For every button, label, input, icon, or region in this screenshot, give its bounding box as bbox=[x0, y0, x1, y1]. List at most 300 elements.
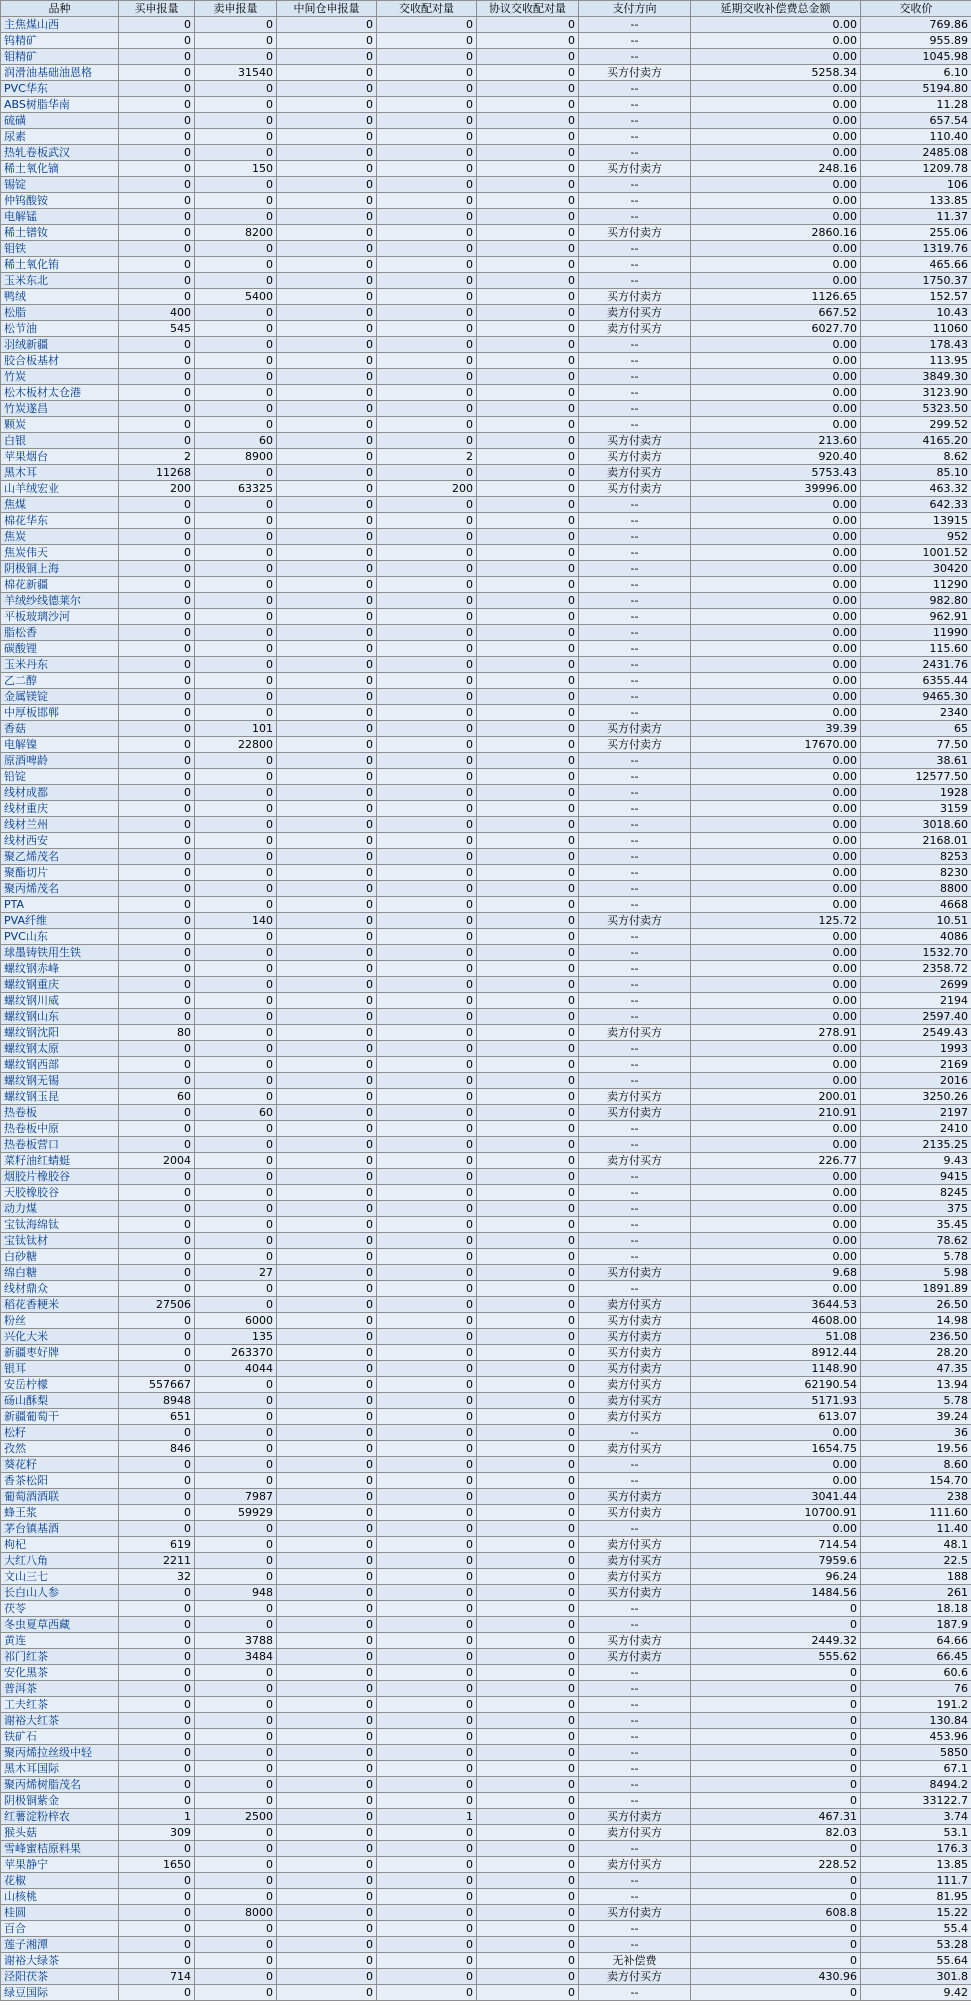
table-row bbox=[1, 1473, 971, 1489]
cell-matched-volume: 0 bbox=[377, 881, 477, 897]
cell-compensation-total: 0 bbox=[691, 1697, 861, 1713]
cell-product: 冬虫夏草西藏 bbox=[1, 1617, 119, 1633]
cell-compensation-total: 0.00 bbox=[691, 1185, 861, 1201]
table-row bbox=[1, 1233, 971, 1249]
cell-sell-volume: 0 bbox=[195, 1889, 277, 1905]
cell-buy-volume: 0 bbox=[119, 1841, 195, 1857]
cell-delivery-price: 2340 bbox=[861, 705, 971, 721]
cell-matched-volume: 0 bbox=[377, 1569, 477, 1585]
cell-delivery-price: 2358.72 bbox=[861, 961, 971, 977]
cell-middle-warehouse: 0 bbox=[277, 1089, 377, 1105]
cell-buy-volume: 0 bbox=[119, 1217, 195, 1233]
cell-sell-volume: 0 bbox=[195, 1793, 277, 1809]
cell-buy-volume: 0 bbox=[119, 705, 195, 721]
cell-delivery-price: 955.89 bbox=[861, 33, 971, 49]
cell-payment-direction: -- bbox=[579, 881, 691, 897]
cell-compensation-total: 0 bbox=[691, 1985, 861, 2001]
cell-middle-warehouse: 0 bbox=[277, 225, 377, 241]
cell-payment-direction: 买方付卖方 bbox=[579, 1345, 691, 1361]
cell-product: 新疆枣好牌 bbox=[1, 1345, 119, 1361]
cell-product: 安岳柠檬 bbox=[1, 1377, 119, 1393]
cell-middle-warehouse: 0 bbox=[277, 945, 377, 961]
cell-payment-direction: -- bbox=[579, 401, 691, 417]
table-row bbox=[1, 673, 971, 689]
cell-matched-volume: 0 bbox=[377, 33, 477, 49]
cell-buy-volume: 0 bbox=[119, 1233, 195, 1249]
cell-agreement-matched: 0 bbox=[477, 1777, 579, 1793]
cell-payment-direction: 卖方付买方 bbox=[579, 1153, 691, 1169]
cell-middle-warehouse: 0 bbox=[277, 865, 377, 881]
cell-payment-direction: -- bbox=[579, 1793, 691, 1809]
cell-matched-volume: 0 bbox=[377, 1953, 477, 1969]
cell-buy-volume: 0 bbox=[119, 1633, 195, 1649]
cell-buy-volume: 0 bbox=[119, 897, 195, 913]
cell-buy-volume: 0 bbox=[119, 961, 195, 977]
cell-delivery-price: 5194.80 bbox=[861, 81, 971, 97]
cell-payment-direction: 买方付卖方 bbox=[579, 1105, 691, 1121]
table-row bbox=[1, 1089, 971, 1105]
cell-sell-volume: 0 bbox=[195, 1937, 277, 1953]
cell-compensation-total: 0 bbox=[691, 1761, 861, 1777]
cell-compensation-total: 3644.53 bbox=[691, 1297, 861, 1313]
table-row bbox=[1, 433, 971, 449]
cell-agreement-matched: 0 bbox=[477, 1825, 579, 1841]
table-row bbox=[1, 881, 971, 897]
cell-compensation-total: 0.00 bbox=[691, 1169, 861, 1185]
cell-buy-volume: 0 bbox=[119, 913, 195, 929]
cell-middle-warehouse: 0 bbox=[277, 705, 377, 721]
cell-product: 茯苓 bbox=[1, 1601, 119, 1617]
table-row bbox=[1, 401, 971, 417]
cell-compensation-total: 0.00 bbox=[691, 1233, 861, 1249]
cell-buy-volume: 0 bbox=[119, 977, 195, 993]
cell-product: 祁门红茶 bbox=[1, 1649, 119, 1665]
cell-delivery-price: 3250.26 bbox=[861, 1089, 971, 1105]
cell-agreement-matched: 0 bbox=[477, 753, 579, 769]
table-row bbox=[1, 321, 971, 337]
cell-sell-volume: 0 bbox=[195, 305, 277, 321]
cell-delivery-price: 1993 bbox=[861, 1041, 971, 1057]
cell-compensation-total: 0.00 bbox=[691, 705, 861, 721]
cell-delivery-price: 9.43 bbox=[861, 1153, 971, 1169]
cell-buy-volume: 27506 bbox=[119, 1297, 195, 1313]
cell-sell-volume: 0 bbox=[195, 257, 277, 273]
cell-agreement-matched: 0 bbox=[477, 1937, 579, 1953]
cell-compensation-total: 125.72 bbox=[691, 913, 861, 929]
cell-delivery-price: 1001.52 bbox=[861, 545, 971, 561]
cell-agreement-matched: 0 bbox=[477, 1409, 579, 1425]
cell-matched-volume: 0 bbox=[377, 1601, 477, 1617]
cell-middle-warehouse: 0 bbox=[277, 1889, 377, 1905]
cell-buy-volume: 0 bbox=[119, 17, 195, 33]
cell-buy-volume: 1 bbox=[119, 1809, 195, 1825]
cell-agreement-matched: 0 bbox=[477, 961, 579, 977]
cell-delivery-price: 10.51 bbox=[861, 913, 971, 929]
cell-buy-volume: 0 bbox=[119, 1713, 195, 1729]
cell-buy-volume: 0 bbox=[119, 785, 195, 801]
table-row bbox=[1, 689, 971, 705]
cell-agreement-matched: 0 bbox=[477, 593, 579, 609]
cell-sell-volume: 150 bbox=[195, 161, 277, 177]
cell-middle-warehouse: 0 bbox=[277, 593, 377, 609]
table-row bbox=[1, 1153, 971, 1169]
cell-buy-volume: 2 bbox=[119, 449, 195, 465]
cell-matched-volume: 0 bbox=[377, 305, 477, 321]
cell-matched-volume: 0 bbox=[377, 1137, 477, 1153]
cell-agreement-matched: 0 bbox=[477, 609, 579, 625]
cell-payment-direction: -- bbox=[579, 1745, 691, 1761]
cell-buy-volume: 0 bbox=[119, 1073, 195, 1089]
cell-sell-volume: 60 bbox=[195, 1105, 277, 1121]
cell-payment-direction: -- bbox=[579, 385, 691, 401]
table-row bbox=[1, 769, 971, 785]
cell-compensation-total: 8912.44 bbox=[691, 1345, 861, 1361]
cell-buy-volume: 0 bbox=[119, 1953, 195, 1969]
cell-middle-warehouse: 0 bbox=[277, 129, 377, 145]
cell-middle-warehouse: 0 bbox=[277, 449, 377, 465]
cell-agreement-matched: 0 bbox=[477, 1873, 579, 1889]
cell-compensation-total: 0.00 bbox=[691, 1201, 861, 1217]
table-row bbox=[1, 593, 971, 609]
cell-middle-warehouse: 0 bbox=[277, 913, 377, 929]
cell-product: 桂圆 bbox=[1, 1905, 119, 1921]
cell-sell-volume: 0 bbox=[195, 609, 277, 625]
cell-compensation-total: 39.39 bbox=[691, 721, 861, 737]
cell-compensation-total: 0.00 bbox=[691, 849, 861, 865]
cell-matched-volume: 0 bbox=[377, 657, 477, 673]
table-row bbox=[1, 849, 971, 865]
cell-product: 螺纹钢川威 bbox=[1, 993, 119, 1009]
cell-middle-warehouse: 0 bbox=[277, 817, 377, 833]
table-row bbox=[1, 1697, 971, 1713]
cell-middle-warehouse: 0 bbox=[277, 1985, 377, 2001]
cell-sell-volume: 0 bbox=[195, 1393, 277, 1409]
table-row bbox=[1, 1937, 971, 1953]
cell-payment-direction: 买方付卖方 bbox=[579, 289, 691, 305]
cell-buy-volume: 400 bbox=[119, 305, 195, 321]
cell-product: 球墨铸铁用生铁 bbox=[1, 945, 119, 961]
cell-product: 天胶橡胶谷 bbox=[1, 1185, 119, 1201]
cell-compensation-total: 667.52 bbox=[691, 305, 861, 321]
cell-agreement-matched: 0 bbox=[477, 513, 579, 529]
cell-middle-warehouse: 0 bbox=[277, 1169, 377, 1185]
cell-compensation-total: 0 bbox=[691, 1713, 861, 1729]
cell-compensation-total: 210.91 bbox=[691, 1105, 861, 1121]
cell-payment-direction: 买方付卖方 bbox=[579, 1329, 691, 1345]
cell-middle-warehouse: 0 bbox=[277, 417, 377, 433]
cell-buy-volume: 2004 bbox=[119, 1153, 195, 1169]
cell-middle-warehouse: 0 bbox=[277, 1569, 377, 1585]
cell-middle-warehouse: 0 bbox=[277, 721, 377, 737]
table-row bbox=[1, 897, 971, 913]
cell-middle-warehouse: 0 bbox=[277, 1233, 377, 1249]
cell-delivery-price: 8230 bbox=[861, 865, 971, 881]
cell-compensation-total: 0.00 bbox=[691, 33, 861, 49]
cell-sell-volume: 0 bbox=[195, 1697, 277, 1713]
cell-sell-volume: 0 bbox=[195, 145, 277, 161]
cell-compensation-total: 1654.75 bbox=[691, 1441, 861, 1457]
cell-sell-volume: 0 bbox=[195, 369, 277, 385]
table-body bbox=[1, 17, 971, 2001]
cell-compensation-total: 0.00 bbox=[691, 641, 861, 657]
cell-middle-warehouse: 0 bbox=[277, 1505, 377, 1521]
cell-product: 胶合板基材 bbox=[1, 353, 119, 369]
cell-sell-volume: 0 bbox=[195, 769, 277, 785]
cell-agreement-matched: 0 bbox=[477, 1617, 579, 1633]
cell-middle-warehouse: 0 bbox=[277, 1745, 377, 1761]
cell-buy-volume: 0 bbox=[119, 1937, 195, 1953]
cell-buy-volume: 0 bbox=[119, 1361, 195, 1377]
cell-matched-volume: 0 bbox=[377, 1521, 477, 1537]
cell-middle-warehouse: 0 bbox=[277, 1265, 377, 1281]
cell-agreement-matched: 0 bbox=[477, 545, 579, 561]
cell-buy-volume: 0 bbox=[119, 1201, 195, 1217]
cell-product: 谢裕大绿茶 bbox=[1, 1953, 119, 1969]
cell-middle-warehouse: 0 bbox=[277, 1697, 377, 1713]
cell-compensation-total: 613.07 bbox=[691, 1409, 861, 1425]
table-row bbox=[1, 1137, 971, 1153]
cell-delivery-price: 76 bbox=[861, 1681, 971, 1697]
table-row bbox=[1, 1905, 971, 1921]
cell-compensation-total: 0.00 bbox=[691, 353, 861, 369]
header-buy-volume: 买申报量 bbox=[119, 1, 195, 17]
cell-buy-volume: 0 bbox=[119, 1649, 195, 1665]
cell-buy-volume: 2211 bbox=[119, 1553, 195, 1569]
cell-buy-volume: 0 bbox=[119, 209, 195, 225]
table-row bbox=[1, 1409, 971, 1425]
cell-delivery-price: 15.22 bbox=[861, 1905, 971, 1921]
cell-sell-volume: 0 bbox=[195, 1713, 277, 1729]
cell-sell-volume: 7987 bbox=[195, 1489, 277, 1505]
cell-agreement-matched: 0 bbox=[477, 881, 579, 897]
cell-delivery-price: 2194 bbox=[861, 993, 971, 1009]
cell-compensation-total: 0.00 bbox=[691, 1009, 861, 1025]
cell-delivery-price: 55.4 bbox=[861, 1921, 971, 1937]
cell-delivery-price: 9415 bbox=[861, 1169, 971, 1185]
cell-sell-volume: 0 bbox=[195, 817, 277, 833]
table-row bbox=[1, 561, 971, 577]
cell-buy-volume: 545 bbox=[119, 321, 195, 337]
cell-compensation-total: 0.00 bbox=[691, 337, 861, 353]
table-row bbox=[1, 1841, 971, 1857]
cell-middle-warehouse: 0 bbox=[277, 1649, 377, 1665]
cell-matched-volume: 0 bbox=[377, 1585, 477, 1601]
cell-buy-volume: 309 bbox=[119, 1825, 195, 1841]
cell-compensation-total: 39996.00 bbox=[691, 481, 861, 497]
cell-agreement-matched: 0 bbox=[477, 369, 579, 385]
cell-agreement-matched: 0 bbox=[477, 449, 579, 465]
cell-matched-volume: 0 bbox=[377, 1121, 477, 1137]
cell-matched-volume: 0 bbox=[377, 561, 477, 577]
cell-buy-volume: 0 bbox=[119, 1313, 195, 1329]
table-row bbox=[1, 1265, 971, 1281]
table-row bbox=[1, 721, 971, 737]
cell-middle-warehouse: 0 bbox=[277, 1857, 377, 1873]
cell-delivery-price: 2135.25 bbox=[861, 1137, 971, 1153]
cell-buy-volume: 0 bbox=[119, 257, 195, 273]
cell-agreement-matched: 0 bbox=[477, 129, 579, 145]
cell-agreement-matched: 0 bbox=[477, 1457, 579, 1473]
cell-buy-volume: 0 bbox=[119, 353, 195, 369]
cell-matched-volume: 0 bbox=[377, 1681, 477, 1697]
cell-buy-volume: 0 bbox=[119, 1585, 195, 1601]
cell-payment-direction: -- bbox=[579, 1473, 691, 1489]
cell-sell-volume: 60 bbox=[195, 433, 277, 449]
cell-sell-volume: 0 bbox=[195, 1009, 277, 1025]
cell-sell-volume: 2500 bbox=[195, 1809, 277, 1825]
cell-agreement-matched: 0 bbox=[477, 1713, 579, 1729]
cell-payment-direction: 买方付卖方 bbox=[579, 225, 691, 241]
cell-matched-volume: 0 bbox=[377, 257, 477, 273]
cell-product: 雪峰蜜桔原料果 bbox=[1, 1841, 119, 1857]
cell-matched-volume: 0 bbox=[377, 353, 477, 369]
cell-compensation-total: 0.00 bbox=[691, 129, 861, 145]
cell-delivery-price: 111.7 bbox=[861, 1873, 971, 1889]
cell-product: 铅锭 bbox=[1, 769, 119, 785]
table-row bbox=[1, 1393, 971, 1409]
cell-payment-direction: -- bbox=[579, 1697, 691, 1713]
cell-product: 兴化大米 bbox=[1, 1329, 119, 1345]
cell-compensation-total: 0.00 bbox=[691, 1057, 861, 1073]
cell-sell-volume: 0 bbox=[195, 17, 277, 33]
cell-payment-direction: 卖方付买方 bbox=[579, 1393, 691, 1409]
cell-product: 脂松香 bbox=[1, 625, 119, 641]
cell-payment-direction: 买方付卖方 bbox=[579, 1633, 691, 1649]
cell-sell-volume: 0 bbox=[195, 1057, 277, 1073]
cell-delivery-price: 8245 bbox=[861, 1185, 971, 1201]
cell-payment-direction: 卖方付买方 bbox=[579, 1409, 691, 1425]
cell-product: 线材西安 bbox=[1, 833, 119, 849]
cell-sell-volume: 0 bbox=[195, 401, 277, 417]
cell-sell-volume: 0 bbox=[195, 1409, 277, 1425]
cell-compensation-total: 555.62 bbox=[691, 1649, 861, 1665]
table-row bbox=[1, 641, 971, 657]
cell-middle-warehouse: 0 bbox=[277, 1345, 377, 1361]
cell-buy-volume: 0 bbox=[119, 241, 195, 257]
cell-agreement-matched: 0 bbox=[477, 1169, 579, 1185]
cell-middle-warehouse: 0 bbox=[277, 609, 377, 625]
cell-middle-warehouse: 0 bbox=[277, 1009, 377, 1025]
cell-matched-volume: 0 bbox=[377, 625, 477, 641]
cell-matched-volume: 0 bbox=[377, 801, 477, 817]
cell-compensation-total: 2860.16 bbox=[691, 225, 861, 241]
cell-payment-direction: -- bbox=[579, 561, 691, 577]
cell-delivery-price: 2597.40 bbox=[861, 1009, 971, 1025]
cell-middle-warehouse: 0 bbox=[277, 1953, 377, 1969]
cell-payment-direction: -- bbox=[579, 1169, 691, 1185]
table-row bbox=[1, 1025, 971, 1041]
cell-agreement-matched: 0 bbox=[477, 721, 579, 737]
cell-product: 苹果烟台 bbox=[1, 449, 119, 465]
cell-buy-volume: 0 bbox=[119, 97, 195, 113]
table-row bbox=[1, 1825, 971, 1841]
cell-product: 稀土氧化铕 bbox=[1, 257, 119, 273]
cell-sell-volume: 0 bbox=[195, 49, 277, 65]
header-sell-volume: 卖申报量 bbox=[195, 1, 277, 17]
cell-delivery-price: 30420 bbox=[861, 561, 971, 577]
cell-middle-warehouse: 0 bbox=[277, 97, 377, 113]
cell-middle-warehouse: 0 bbox=[277, 1457, 377, 1473]
cell-matched-volume: 0 bbox=[377, 49, 477, 65]
cell-product: 螺纹钢无锡 bbox=[1, 1073, 119, 1089]
cell-agreement-matched: 0 bbox=[477, 1025, 579, 1041]
cell-buy-volume: 0 bbox=[119, 753, 195, 769]
cell-compensation-total: 226.77 bbox=[691, 1153, 861, 1169]
cell-delivery-price: 22.5 bbox=[861, 1553, 971, 1569]
cell-middle-warehouse: 0 bbox=[277, 1105, 377, 1121]
cell-matched-volume: 0 bbox=[377, 129, 477, 145]
table-row bbox=[1, 257, 971, 273]
cell-matched-volume: 0 bbox=[377, 945, 477, 961]
cell-compensation-total: 0.00 bbox=[691, 369, 861, 385]
cell-compensation-total: 0.00 bbox=[691, 1281, 861, 1297]
cell-compensation-total: 0.00 bbox=[691, 561, 861, 577]
cell-delivery-price: 453.96 bbox=[861, 1729, 971, 1745]
cell-delivery-price: 769.86 bbox=[861, 17, 971, 33]
table-row bbox=[1, 1057, 971, 1073]
table-row bbox=[1, 1713, 971, 1729]
cell-payment-direction: -- bbox=[579, 1873, 691, 1889]
cell-agreement-matched: 0 bbox=[477, 1809, 579, 1825]
cell-middle-warehouse: 0 bbox=[277, 209, 377, 225]
cell-middle-warehouse: 0 bbox=[277, 785, 377, 801]
table-row bbox=[1, 865, 971, 881]
cell-sell-volume: 0 bbox=[195, 993, 277, 1009]
cell-agreement-matched: 0 bbox=[477, 81, 579, 97]
cell-matched-volume: 0 bbox=[377, 1201, 477, 1217]
cell-middle-warehouse: 0 bbox=[277, 305, 377, 321]
cell-payment-direction: -- bbox=[579, 513, 691, 529]
cell-payment-direction: -- bbox=[579, 1761, 691, 1777]
cell-matched-volume: 0 bbox=[377, 1233, 477, 1249]
cell-product: 苹果静宁 bbox=[1, 1857, 119, 1873]
cell-buy-volume: 0 bbox=[119, 65, 195, 81]
cell-buy-volume: 0 bbox=[119, 385, 195, 401]
cell-buy-volume: 0 bbox=[119, 929, 195, 945]
cell-delivery-price: 4668 bbox=[861, 897, 971, 913]
table-row bbox=[1, 1953, 971, 1969]
cell-sell-volume: 0 bbox=[195, 1617, 277, 1633]
cell-compensation-total: 5753.43 bbox=[691, 465, 861, 481]
cell-sell-volume: 0 bbox=[195, 1041, 277, 1057]
cell-agreement-matched: 0 bbox=[477, 289, 579, 305]
cell-matched-volume: 0 bbox=[377, 1793, 477, 1809]
cell-product: 热卷板营口 bbox=[1, 1137, 119, 1153]
cell-delivery-price: 110.40 bbox=[861, 129, 971, 145]
cell-agreement-matched: 0 bbox=[477, 673, 579, 689]
cell-agreement-matched: 0 bbox=[477, 1313, 579, 1329]
cell-delivery-price: 8.62 bbox=[861, 449, 971, 465]
cell-compensation-total: 0.00 bbox=[691, 145, 861, 161]
cell-middle-warehouse: 0 bbox=[277, 321, 377, 337]
table-row bbox=[1, 977, 971, 993]
cell-sell-volume: 0 bbox=[195, 321, 277, 337]
table-row bbox=[1, 193, 971, 209]
cell-delivery-price: 2410 bbox=[861, 1121, 971, 1137]
cell-buy-volume: 0 bbox=[119, 289, 195, 305]
cell-delivery-price: 154.70 bbox=[861, 1473, 971, 1489]
cell-buy-volume: 8948 bbox=[119, 1393, 195, 1409]
cell-delivery-price: 13.94 bbox=[861, 1377, 971, 1393]
cell-agreement-matched: 0 bbox=[477, 1553, 579, 1569]
cell-agreement-matched: 0 bbox=[477, 417, 579, 433]
cell-delivery-price: 55.64 bbox=[861, 1953, 971, 1969]
cell-compensation-total: 0.00 bbox=[691, 929, 861, 945]
cell-product: 电解镍 bbox=[1, 737, 119, 753]
cell-buy-volume: 0 bbox=[119, 625, 195, 641]
cell-buy-volume: 0 bbox=[119, 273, 195, 289]
table-row bbox=[1, 1217, 971, 1233]
